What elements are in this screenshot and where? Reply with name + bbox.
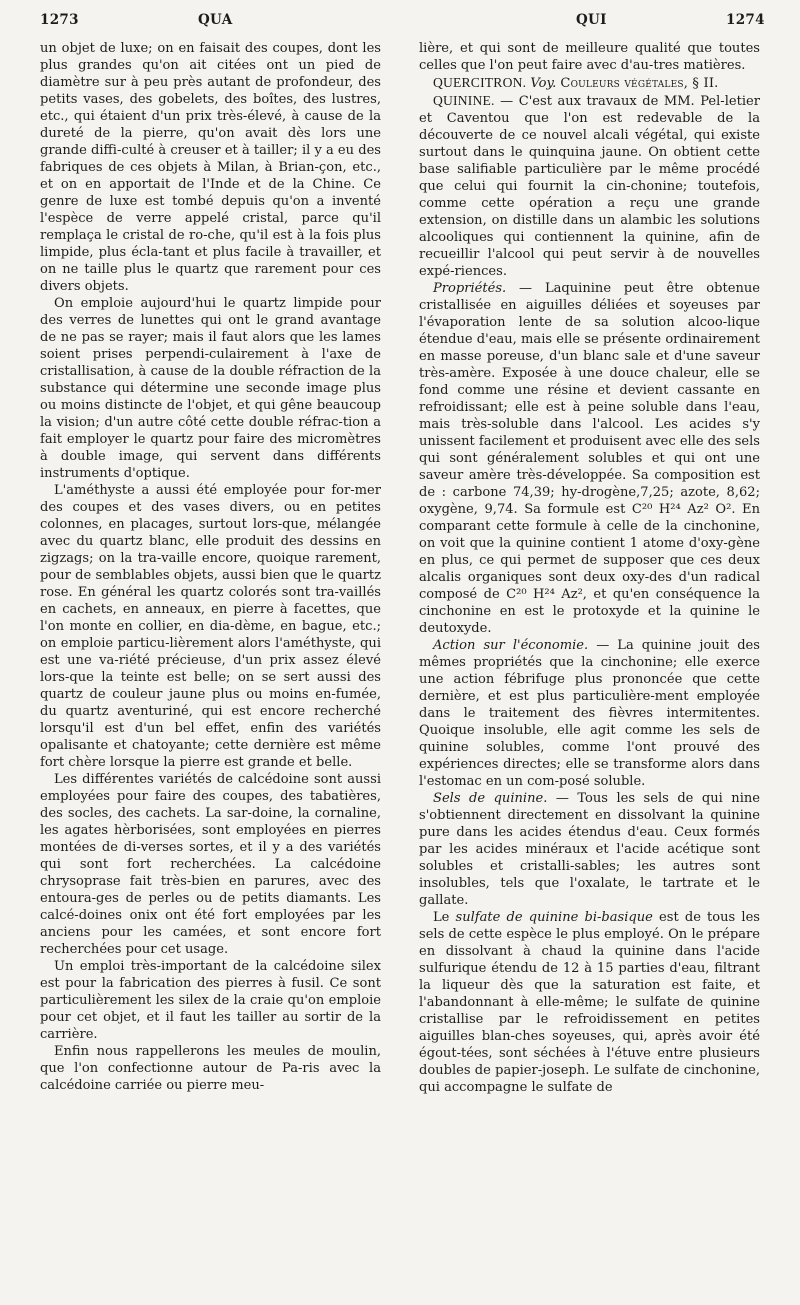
text-properties-3: et qu'en conséquence la cinchonine en est le protoxyde et la quinine le deutoxyde. (419, 587, 761, 636)
formula-radical: C²⁰ H²⁴ Az², (506, 587, 587, 602)
paragraph-chalcedony: Les différentes variétés de calcédoine sont aussi employées pour faire des coupes, des tabatières, des socles, des cachets. La sar-doine, la cornaline, les agates hèrborisées, sont employées en pierres montées de di-verses sortes, et il y a des variétés qui sont fort recherchées. La calcédoine chrysoprase fait très-bien en parures, avec des entoura-ges de perles ou de petits diamants. Les calcé-doines onix ont été fort employées par les anciens pour les camées, et sont encore fort recherchées pour cet usage. (40, 772, 381, 957)
section-action (419, 637, 760, 790)
section-salts (419, 790, 760, 909)
left-column (40, 40, 381, 1094)
paragraph-millstones: Enfin nous rappellerons les meules de moulin, que l'on confectionne autour de Pa-ris avec la calcédoine carriée ou pierre meu- (40, 1044, 381, 1093)
entry-quercitron (419, 74, 760, 92)
left-page-number: 1273 (40, 12, 79, 28)
right-page-number: 1274 (726, 12, 765, 28)
right-column (419, 40, 760, 1096)
subheading-salts: Sels de quinine. (433, 791, 548, 806)
entry-title-quinine: QUININE. (433, 93, 495, 108)
left-running-head: QUA (198, 12, 233, 28)
section-properties (419, 280, 760, 637)
entry-text-quinine: — C'est aux travaux de MM. Pel-letier et Caventou que l'on est redevable de la découverte de ce nouvel alcali végétal, qui existe surtout dans le quinquina jaune. On obtient cette base salifiable particulière par le même procédé que celui qui fournit la cin-chonine; toutefois, comme cette opération a reçu une grande extension, on distille dans un alambic les solutions alcooliques qui contiennent la quinine, afin de recueillir l'alcool qui peut servir à de nouvelles expé-riences. (419, 94, 760, 279)
right-running-head: QUI (576, 12, 607, 28)
text-action: — La quinine jouit des mêmes propriétés que la cinchonine; elle exerce une action fébrifuge plus prononcée que cette dernière, et est plus particulière-ment employée dans le traitement des fièvres intermitentes. Quoique insoluble, elle agit comme les sels de quinine solubles, comme l'ont prouvé des expériences directes; elle se transforme alors dans l'estomac en un com-posé soluble. (419, 638, 760, 789)
cross-reference: Couleurs végétales, § II. (560, 76, 719, 91)
paragraph-luxury-objects: un objet de luxe; on en faisait des coupes, dont les plus grandes qu'on ait citées ont un pied de diamètre sur à peu près autant de profondeur, des petits vases, des gobelets, des boîtes, des lustres, etc., qui étaient d'un prix très-élevé, à cause de la dureté de la pierre, qu'on avait dès lors une grande diffi-culté à creuser et à tailler; il y a eu des fabriques de ces objets à Milan, à Brian-çon, etc., et on en apportait de l'Inde et de la Chine. Ce genre de luxe est tombé depuis qu'on a inventé l'espèce de verre appelé cristal, parce qu'il remplaça le cristal de ro-che, qu'il est à la fois plus limpide, plus écla-tant et plus facile à travailler, et on ne taille plus le quartz que rarement pour ces divers objets. (40, 41, 381, 294)
paragraph-millstones-continued: lière, et qui sont de meilleure qualité que toutes celles que l'on peut faire avec d'au-tres matières. (419, 41, 760, 73)
subheading-action: Action sur l'économie. (433, 638, 589, 653)
section-sulfate (419, 909, 760, 1096)
paragraph-amethyst: L'améthyste a aussi été employée pour for-mer des coupes et des vases divers, ou en petites colonnes, en placages, surtout lors-que, mélangée avec du quartz blanc, elle produit des dessins en zigzags; on la tra-vaille encore, quoique rarement, pour de semblables objets, aussi bien que le quartz rose. En général les quartz colorés sont tra-vaillés en cachets, en anneaux, en pierre à facettes, que l'on monte en collier, en dia-dème, en bague, etc.; on emploie particu-lièrement alors l'améthyste, qui est une va-riété précieuse, d'un prix assez élevé lors-que la teinte est belle; on se sert aussi des quartz de couleur jaune plus ou moins en-fumée, du quartz aventuriné, qui est encore recherché lorsqu'il est d'un bel effet, enfin des variétés opalisante et chatoyante; cette dernière est même fort chère lorsque la pierre est grande et belle. (40, 483, 381, 770)
text-sulfate: est de tous les sels de cette espèce le plus employé. On le prépare en dissolvant à chaud la quinine dans l'acide sulfurique étendu de 12 à 15 parties d'eau, filtrant la liqueur dès que la saturation est faite, et l'abandonnant à elle-même; le sulfate de quinine cristallise par le refroidissement en petites aiguilles blan-ches soyeuses, qui, après avoir été égout-tées, sont séchées à l'étuve entre plusieurs doubles de papier-joseph. Le sulfate de cinchonine, qui accompagne le sulfate de (419, 910, 760, 1095)
subheading-properties: Propriétés. (433, 281, 507, 296)
paragraph-lenses: On emploie aujourd'hui le quartz limpide pour des verres de lunettes qui ont le grand avantage de ne pas se rayer; mais il faut alors que les lames soient prises perpendi-culairement à l'axe de cristallisation, à cause de la double réfraction de la substance qui détermine une seconde image plus ou moins distincte de l'objet, et qui gêne beaucoup la vision; d'un autre côté cette double réfrac-tion a fait employer le quartz pour faire des micromètres à double image, qui servent dans différents instruments d'optique. (40, 296, 381, 481)
entry-quinine (419, 92, 760, 280)
see-also-label: Voy. (530, 76, 557, 91)
subheading-sulfate: sulfate de quinine bi-basique (455, 910, 653, 925)
paragraph-flint: Un emploi très-important de la calcédoine silex est pour la fabrication des pierres à fusil. Ce sont particulièrement les silex de la craie qu'on emploie pour cet objet, et il faut les tailler au sortir de la carrière. (40, 959, 381, 1042)
text-properties: — Laquinine peut être obtenue cristallisée en aiguilles déliées et soyeuses par l'évaporation lente de sa solution alcoo-lique étendue d'eau, mais elle se présente ordinairement en masse poreuse, d'un blanc sale et d'une saveur très-amère. Exposée à une douce chaleur, elle se fond comme une résine et devient cassante en refroidissant; elle est à peine soluble dans l'eau, mais très-soluble dans l'alcool. Les acides s'y unissent facilement et produisent avec elle des sels qui sont généralement solubles et qui ont une saveur amère très-développée. Sa composition est de : carbone 74,39; hy-drogène,7,25; azote, 8,62; oxygène, 9,74. Sa formule est (419, 281, 760, 517)
text-sulfate-lead: Le (433, 910, 450, 925)
entry-title-quercitron: QUERCITRON. (433, 75, 527, 90)
formula-quinine: C²⁰ H²⁴ Az² O². (631, 502, 736, 517)
text-salts: — Tous les sels de qui nine s'obtiennent directement en dissolvant la quinine pure dans les acides étendus d'eau. Ceux formés par les acides minéraux et l'acide acétique sont solubles et cristalli-sables; les autres sont insolubles, tels que l'oxalate, le tartrate et le gallate. (419, 791, 760, 908)
text-properties-2: En comparant cette formule à celle de la cinchonine, on voit que la quinine contient 1 atome d'oxy-gène en plus, ce qui permet de supposer que ces deux alcalis organiques sont deux oxy-des d'un radical composé de (419, 502, 760, 602)
